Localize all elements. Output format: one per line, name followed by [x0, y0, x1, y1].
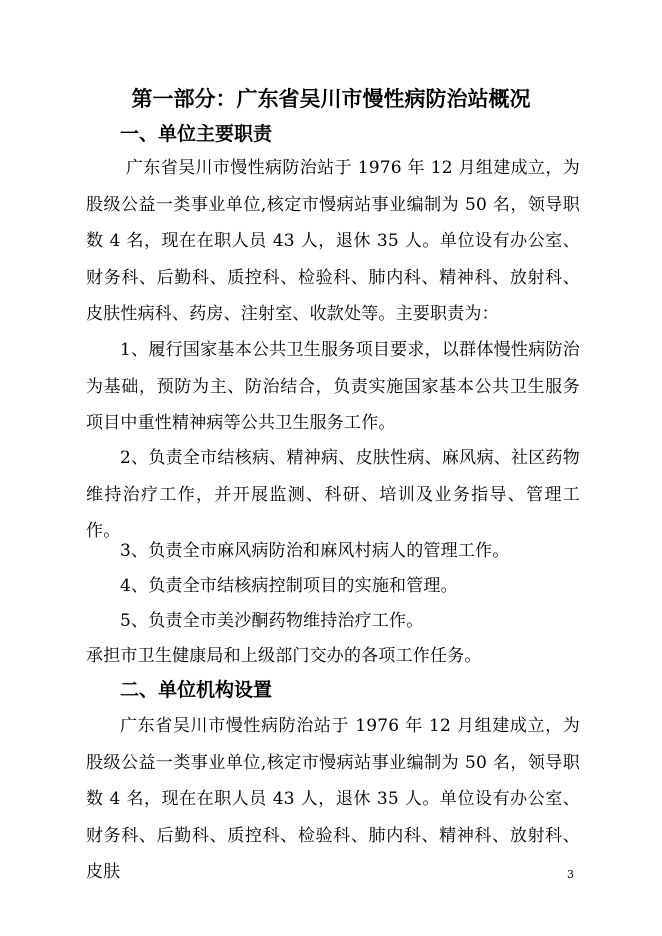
duty-item-4: 4、负责全市结核病控制项目的实施和管理。 [120, 576, 458, 596]
page-number: 3 [567, 868, 574, 881]
duty-item-5: 5、负责全市美沙酮药物维持治疗工作。 [120, 611, 424, 631]
duty-item-1: 1、履行国家基本公共卫生服务项目要求，以群体慢性病防治为基础，预防为主、防治结合，负责实施国家基本公共卫生服务项目中重性精神病等公共卫生服务工作。 [86, 340, 580, 433]
section-heading-duties: 一、单位主要职责 [120, 123, 273, 145]
organization-paragraph: 广东省吴川市慢性病防治站于 1976 年 12 月组建成立，为股级公益一类事业单位,核定市慢病站事业编制为 50 名，领导职数 4 名，现在在职人员 43 人，退休 35 人。单位设有办公室、财务科、后勤科、质控科、检验科、肺内科、精神科、放射科、皮肤 [86, 716, 580, 882]
duties-intro-paragraph: 广东省吴川市慢性病防治站于 1976 年 12 月组建成立，为股级公益一类事业单位,核定市慢病站事业编制为 50 名，领导职数 4 名，现在在职人员 43 人，退休 35 人。单位设有办公室、财务科、后勤科、质控科、检验科、肺内科、精神科、放射科、皮肤性病科、药房、注射室、收款处等。主要职责为： [86, 158, 580, 324]
section-heading-organization: 二、单位机构设置 [120, 679, 273, 701]
duties-tail-paragraph: 承担市卫生健康局和上级部门交办的各项工作任务。 [86, 646, 482, 666]
duty-item-2: 2、负责全市结核病、精神病、皮肤性病、麻风病、社区药物维持治疗工作，并开展监测、科研、培训及业务指导、管理工作。 [86, 448, 580, 541]
duty-item-3: 3、负责全市麻风病防治和麻风村病人的管理工作。 [120, 541, 510, 561]
page-title: 第一部分：广东省吴川市慢性病防治站概况 [131, 87, 531, 111]
